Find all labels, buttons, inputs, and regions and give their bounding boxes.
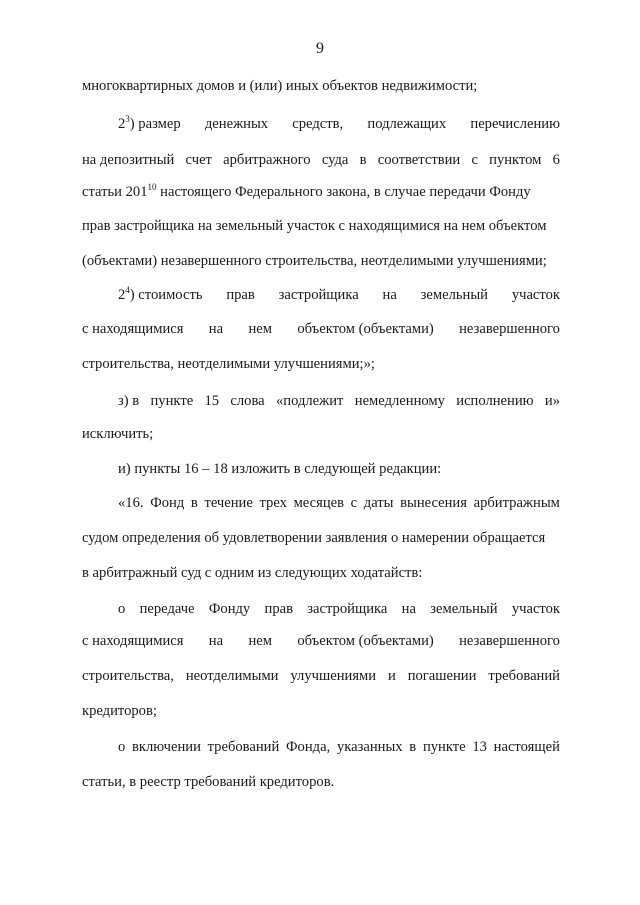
text-line-8: с находящимися на нем объектом (объектами) незавершенного	[82, 321, 560, 337]
text-line-7: $2^4$) стоимость прав застройщика на земельный участок	[118, 285, 560, 303]
text-line-1: многоквартирных домов и (или) иных объектов недвижимости;	[82, 78, 478, 94]
text-line-16: о передаче Фонду прав застройщика на земельный участок	[118, 601, 560, 617]
text-line-9: строительства, неотделимыми улучшениями;»;	[82, 356, 375, 372]
text-line-14: судом определения об удовлетворении заявления о намерении обращается	[82, 530, 546, 546]
text-line-4: статьи $201^{10}$ настоящего Федерального закона, в случае передачи Фонду	[82, 182, 531, 200]
text-line-13: «16. Фонд в течение трех месяцев с даты вынесения арбитражным	[118, 495, 560, 511]
text-line-5: прав застройщика на земельный участок с находящимися на нем объектом	[82, 218, 547, 234]
text-line-10: з) в пункте 15 слова «подлежит немедленному исполнению и»	[118, 393, 560, 409]
text-line-12: и) пункты 16 – 18 изложить в следующей редакции:	[118, 461, 442, 477]
text-line-11: исключить;	[82, 426, 154, 442]
text-line-17: с находящимися на нем объектом (объектами) незавершенного	[82, 633, 560, 649]
text-line-20: о включении требований Фонда, указанных в пункте 13 настоящей	[118, 739, 560, 755]
text-line-18: строительства, неотделимыми улучшениями и погашении требований	[82, 668, 560, 684]
text-line-15: в арбитражный суд с одним из следующих ходатайств:	[82, 565, 423, 581]
text-line-21: статьи, в реестр требований кредиторов.	[82, 774, 335, 790]
text-line-2: $2^3$) размер денежных средств, подлежащих перечислению	[118, 114, 560, 132]
text-line-6: (объектами) незавершенного строительства, неотделимыми улучшениями;	[82, 253, 547, 269]
text-line-3: на депозитный счет арбитражного суда в соответствии с пунктом 6	[82, 152, 560, 168]
page-number: 9	[316, 40, 324, 57]
text-line-19: кредиторов;	[82, 703, 157, 719]
